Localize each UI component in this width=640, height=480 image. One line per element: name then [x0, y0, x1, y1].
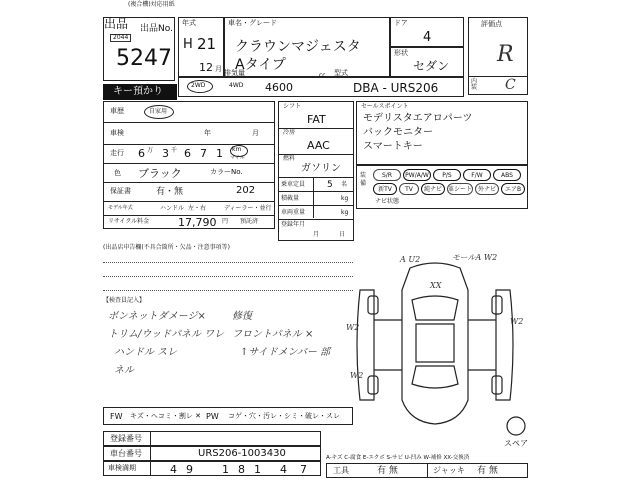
jack-label: ジャッキ	[433, 466, 465, 475]
grade-label: 評価点	[481, 20, 502, 28]
inspector-l3: ハンドル スレ	[114, 347, 178, 358]
warranty-num: 202	[236, 185, 256, 196]
fuel-value: ガソリン	[301, 163, 341, 174]
mileage-u1: 万	[147, 147, 154, 154]
lot-small: 2044	[110, 34, 131, 42]
aircon-label: 冷房	[283, 129, 296, 136]
car-grade: Aタイプ	[235, 57, 286, 73]
left-spec-table	[103, 101, 275, 229]
inspection-month: 月	[252, 129, 259, 137]
car-roof	[416, 324, 454, 362]
inspector-l4: ネル	[114, 365, 134, 376]
doors-label: ドア	[394, 19, 408, 27]
equip-extnav: 外ナビ	[475, 183, 499, 195]
diagram-mark-5: W2	[510, 317, 524, 326]
expiry-n3: 1	[222, 463, 229, 476]
expiry-n5: 1	[254, 463, 261, 476]
equip-airbag: エアB	[501, 183, 525, 195]
tools-label: 工具	[333, 466, 349, 475]
history-value: 自家用	[149, 108, 168, 115]
expiry-n4: 8	[238, 463, 245, 476]
spare-label: スペア	[504, 439, 528, 448]
car-diagram	[340, 250, 530, 440]
diagram-mark-2: モールA W2	[452, 253, 498, 262]
pw-label: PW	[206, 412, 219, 421]
expiry-row	[103, 461, 321, 476]
car-right-side	[496, 290, 513, 400]
recycle-deposit: 預託済	[240, 218, 259, 225]
header-note: (複合機)対応用紙	[128, 1, 175, 8]
color-label: 色	[114, 169, 121, 177]
body-type-label: 形状	[394, 49, 408, 57]
inspection-label: 車検	[110, 129, 124, 137]
equip-newtv: 新TV	[373, 183, 397, 195]
tools-value: 有 無	[377, 466, 398, 476]
lot-side-mark: 出品	[104, 17, 129, 31]
mileage-label: 走行	[110, 149, 124, 157]
expiry-n7: 7	[300, 463, 307, 476]
sales-point-l1: モデリスタエアロパーツ	[363, 113, 473, 124]
shift-value: FAT	[307, 113, 326, 126]
model-year-handle: ハンドル	[160, 205, 185, 212]
recycle-label: リサイクル料金	[108, 218, 150, 225]
equip-tv: TV	[399, 183, 419, 195]
year-value: 21	[197, 35, 217, 53]
displacement-value: 4600	[265, 81, 293, 94]
equip-label: 装備	[360, 172, 367, 187]
inspector-label: 【検査員記入】	[103, 297, 146, 304]
wheel-fl	[368, 296, 378, 314]
doors-value: 4	[423, 30, 432, 45]
model-year-label: モデル年式	[108, 205, 133, 211]
mileage-unit: km	[232, 146, 242, 153]
lot-number: 5247	[116, 46, 172, 71]
lot-label: 出品No.	[140, 24, 173, 34]
grade-box	[468, 17, 528, 95]
key-bar	[103, 84, 177, 100]
mileage-d4: 7	[200, 147, 207, 160]
year-month: 12	[199, 61, 213, 74]
car-box	[224, 17, 390, 77]
car-label: 車名・グレード	[228, 19, 277, 27]
recycle-unit: 円	[222, 218, 229, 225]
chassis-value: URS206-1003430	[198, 448, 286, 459]
reg-label: 登録番号	[110, 434, 142, 443]
mileage-d1: 6	[138, 147, 145, 160]
spare-tire	[507, 417, 525, 435]
history-label: 車歴	[110, 107, 124, 115]
capacity-unit: 名	[341, 181, 348, 188]
equip-fw: F/W	[463, 169, 491, 181]
shift-label: シフト	[283, 103, 302, 110]
sales-point-l3: スマートキー	[363, 141, 423, 152]
weight-unit: kg	[341, 209, 349, 216]
first-reg-day: 日	[339, 231, 346, 238]
equip-nav: 純ナビ	[421, 183, 445, 195]
car-left-side	[357, 290, 374, 400]
color-no-label: カラーNo.	[210, 168, 243, 176]
capacity-value: 5	[327, 180, 333, 190]
aircon-value: AAC	[307, 139, 330, 152]
inspector-l2: トリム/ウッドパネル ワレ	[108, 329, 225, 340]
sales-point-box	[356, 101, 528, 165]
equip-nav-state: ナビ状態	[375, 198, 400, 205]
load-label: 積載量	[281, 195, 300, 202]
fw-items: キズ・ヘコミ・割レ ✕	[130, 412, 201, 420]
model-value: DBA - URS206	[353, 81, 439, 95]
year-label: 年式	[182, 19, 196, 27]
recycle-value: 17,790	[178, 216, 217, 229]
mileage-d2: 3	[162, 147, 169, 160]
inspector-l1: ボンネットダメージ×	[108, 311, 206, 322]
diagram-mark-1: A U2	[400, 255, 421, 264]
grade-interior: C	[505, 77, 516, 93]
fw-row	[103, 407, 353, 425]
fuel-label: 燃料	[283, 155, 296, 162]
tools-row	[326, 463, 528, 478]
displacement-unit: cc	[319, 72, 326, 79]
inspector-r2: フロントパネル ×	[232, 329, 314, 340]
equip-ps: P/S	[433, 169, 461, 181]
diagram-mark-6: W2	[350, 371, 364, 380]
load-unit: kg	[341, 195, 349, 202]
model-label: 型式	[334, 69, 348, 77]
chassis-label: 車台番号	[110, 449, 142, 458]
twowd-label: 2WD	[191, 82, 206, 89]
expiry-label: 車検満期	[108, 464, 136, 472]
car-rear-window	[412, 366, 458, 388]
equipment-box	[356, 165, 528, 209]
car-name: クラウンマジェスタ	[235, 39, 361, 55]
grade-score: R	[497, 42, 514, 67]
capacity-label: 乗車定員	[281, 181, 306, 188]
warranty-label: 保証書	[110, 187, 131, 195]
year-month-unit: 月	[215, 65, 222, 73]
equip-pw: PW/A/W	[403, 169, 431, 181]
notes-label: (出品店申告欄(不具合箇所・欠品・注意事項等)	[103, 244, 231, 251]
mileage-d3: 6	[184, 147, 191, 160]
diagram-mark-3: XX	[430, 281, 442, 290]
warranty-value: 有・無	[156, 187, 184, 197]
weight-label: 車両重量	[281, 209, 306, 216]
doors-box	[390, 17, 464, 47]
body-type-box	[390, 47, 464, 77]
sales-point-l2: バックモニター	[363, 127, 433, 138]
fourwd-label: 4WD	[229, 82, 244, 89]
wheel-fr	[492, 296, 502, 314]
equip-sr: S/R	[373, 169, 401, 181]
fw-rest: コゲ・穴・汚レ・シミ・破レ・スレ	[228, 412, 340, 420]
model-year-dealer: ディーラー・並行	[224, 205, 272, 212]
expiry-n2: 9	[186, 463, 193, 476]
year-box	[178, 17, 224, 77]
mileage-u2: 千	[171, 147, 178, 154]
year-era: H	[183, 37, 193, 52]
displacement-top-label: 排気量	[224, 69, 245, 77]
legend-text: A-キズ C-腐食 E-エクボ S-サビ U-凹み W-補修 XX-交換済	[326, 455, 470, 461]
jack-value: 有 無	[477, 466, 498, 476]
fw-label: FW	[110, 412, 123, 421]
sales-point-label: セールスポイント	[361, 103, 409, 110]
key-label: キー預かり	[113, 86, 163, 97]
equip-abs: ABS	[493, 169, 521, 181]
first-reg-label: 登録年月	[281, 221, 306, 228]
wheel-rl	[368, 376, 378, 394]
grade-interior-label: 内装	[471, 78, 478, 91]
middle-spec-table	[278, 101, 354, 241]
mileage-d5: 1	[216, 147, 223, 160]
expiry-n1: 4	[170, 463, 177, 476]
inspector-r3: ↑サイドメンバー 部	[240, 347, 331, 358]
reg-row	[103, 431, 321, 446]
inspector-r1: 修復	[232, 311, 252, 322]
car-windshield	[412, 296, 458, 320]
diagram-mark-4: W2	[346, 323, 360, 332]
expiry-n6: 4	[280, 463, 287, 476]
body-type-value: セダン	[413, 59, 450, 73]
color-value: ブラック	[138, 167, 182, 180]
mileage-unit2: マイル	[230, 155, 245, 161]
wheel-rr	[492, 376, 502, 394]
model-year-lr: 左・右	[188, 205, 207, 212]
chassis-row	[103, 446, 321, 461]
equip-leather: 革シート	[447, 183, 473, 195]
first-reg-month: 月	[313, 231, 320, 238]
inspection-year: 年	[204, 129, 211, 137]
